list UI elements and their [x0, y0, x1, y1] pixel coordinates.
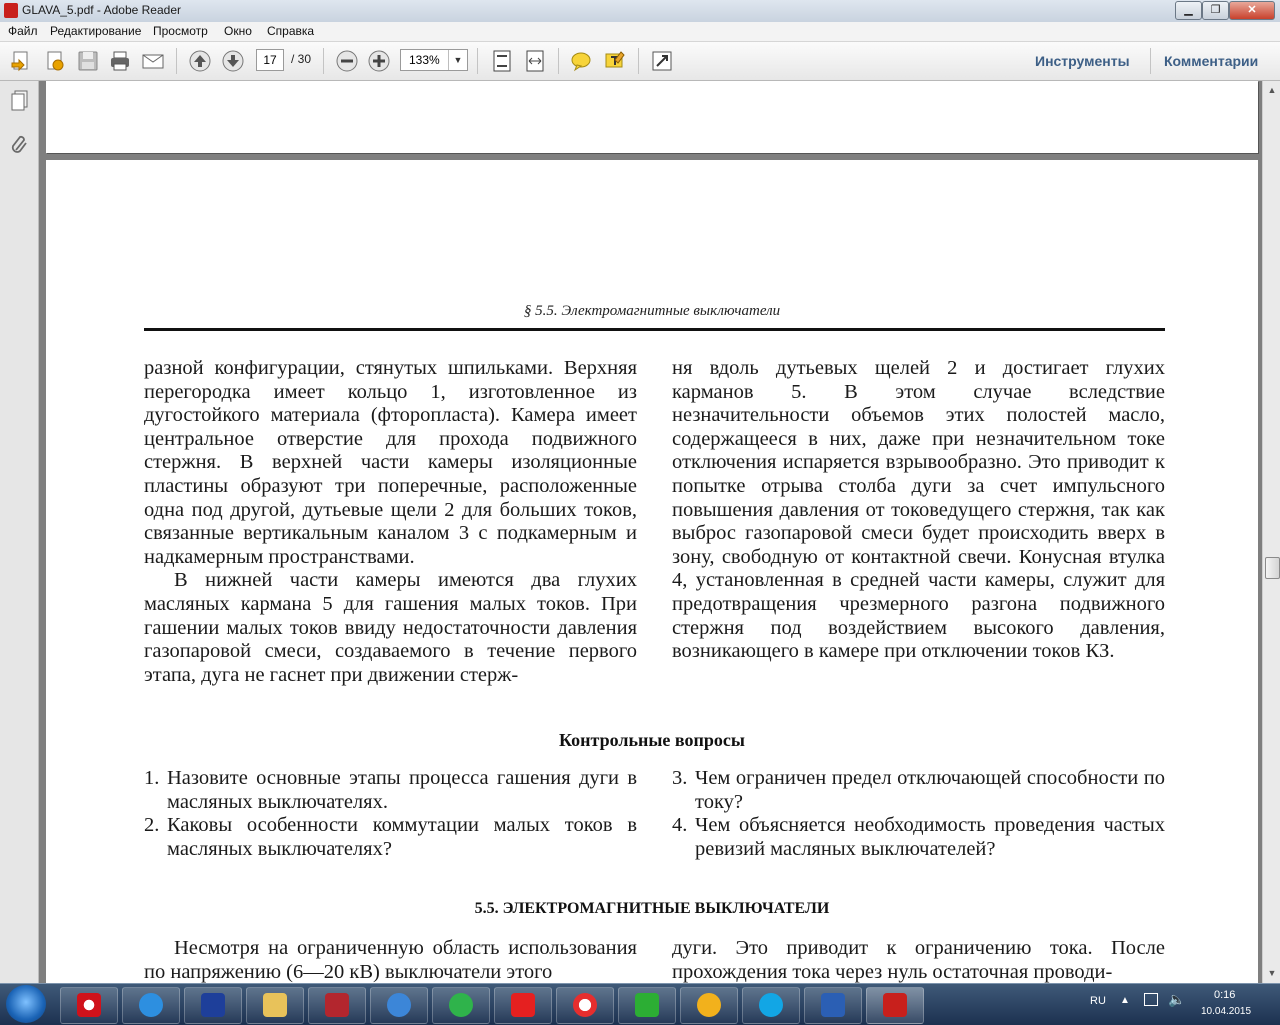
text-column-left-bottom [144, 937, 637, 984]
next-page-icon[interactable] [221, 49, 245, 73]
questions-list-right [672, 767, 1165, 861]
menu-window[interactable]: Окно [224, 24, 252, 38]
media-player-icon [387, 993, 411, 1017]
menu-edit[interactable]: Редактирование [50, 24, 142, 38]
scroll-down-arrow[interactable]: ▼ [1267, 968, 1277, 978]
scroll-up-arrow[interactable]: ▲ [1267, 85, 1277, 95]
question-text: Чем объясняется необходимость проведения частых ревизий масляных выключателей? [695, 814, 1165, 860]
autocad-icon [325, 993, 349, 1017]
question-text: Назовите основные этапы процесса гашения дуги в масляных выключателях. [167, 767, 637, 813]
word-icon [821, 993, 845, 1017]
taskbar-explorer[interactable] [246, 987, 304, 1024]
previous-page-icon[interactable] [188, 49, 212, 73]
tools-pane-link[interactable]: Инструменты [1035, 53, 1130, 69]
question-item [672, 767, 1165, 814]
close-button[interactable]: ✕ [1229, 1, 1275, 20]
volume-icon[interactable]: 🔈 [1168, 991, 1186, 1007]
taskbar-yandex-browser[interactable] [556, 987, 614, 1024]
taskbar-skype[interactable] [742, 987, 800, 1024]
taskbar-media[interactable] [370, 987, 428, 1024]
taskbar-adobe-reader[interactable] [866, 987, 924, 1024]
question-number: 4. [672, 814, 688, 837]
network-icon[interactable] [1144, 993, 1158, 1006]
zoom-in-icon[interactable] [367, 49, 391, 73]
toolbar-separator [176, 48, 177, 74]
language-indicator[interactable]: RU [1090, 995, 1106, 1007]
warning-icon [697, 993, 721, 1017]
taskbar-save-app[interactable] [184, 987, 242, 1024]
email-icon[interactable] [141, 49, 165, 73]
pdf-page [46, 160, 1258, 983]
internet-explorer-icon [139, 993, 163, 1017]
text-column-left [144, 357, 637, 687]
questions-list-left [144, 767, 637, 861]
window-title: GLAVA_5.pdf - Adobe Reader [22, 3, 181, 17]
page-thumbnails-icon[interactable] [9, 89, 31, 111]
running-header: § 5.5. Электромагнитные выключатели [523, 303, 781, 319]
restore-button[interactable]: ❐ [1202, 1, 1229, 20]
zoom-out-icon[interactable] [335, 49, 359, 73]
scrollbar-thumb[interactable] [1265, 557, 1280, 579]
questions-heading: Контрольные вопросы [559, 730, 745, 750]
create-pdf-icon[interactable] [9, 49, 33, 73]
taskbar-app-warning[interactable] [680, 987, 738, 1024]
vertical-scrollbar[interactable] [1262, 81, 1280, 983]
text-column-right-bottom [672, 937, 1165, 984]
comments-pane-link[interactable]: Комментарии [1164, 53, 1259, 69]
fit-width-icon[interactable] [523, 49, 547, 73]
taskbar-autocad[interactable] [308, 987, 366, 1024]
minimize-button[interactable]: ▁ [1175, 1, 1202, 20]
menu-bar [0, 22, 1280, 42]
adobe-reader-icon [4, 3, 18, 18]
attachments-icon[interactable] [9, 133, 31, 155]
menu-view[interactable]: Просмотр [153, 24, 208, 38]
expand-icon[interactable] [650, 49, 674, 73]
paragraph: Несмотря на ограниченную область использования по напряжению (6—20 кВ) выключатели этого [144, 937, 637, 983]
header-rule [144, 328, 1165, 331]
title-bar [0, 0, 1280, 23]
highlight-icon[interactable] [603, 49, 627, 73]
section-heading: 5.5. ЭЛЕКТРОМАГНИТНЫЕ ВЫКЛЮЧАТЕЛИ [474, 900, 830, 917]
yandex-icon [511, 993, 535, 1017]
page-number-input[interactable]: 17 [256, 49, 284, 71]
floppy-icon [201, 993, 225, 1017]
question-item [144, 767, 637, 814]
question-number: 2. [144, 814, 160, 837]
clock-time[interactable]: 0:16 [1214, 989, 1236, 1001]
question-number: 3. [672, 767, 688, 789]
question-text: Каковы особенности коммутации малых токов в масляных выключателях? [167, 814, 637, 860]
paragraph: В нижней части камеры имеются два глухих масляных кармана 5 для гашения малых токов. При гашении малых токов ввиду недостаточности давления газопаровой смеси, создаваемого в течение первого этапа, дуга не гаснет при движении стерж- [144, 569, 637, 686]
taskbar-opera[interactable] [60, 987, 118, 1024]
question-item [672, 814, 1165, 861]
clock-date[interactable]: 10.04.2015 [1201, 1006, 1252, 1017]
folder-icon [263, 993, 287, 1017]
fit-page-icon[interactable] [490, 49, 514, 73]
open-file-icon[interactable] [43, 49, 67, 73]
toolbar-separator [1150, 48, 1151, 74]
zoom-select[interactable] [400, 49, 468, 71]
toolbar-separator [477, 48, 478, 74]
paragraph: ня вдоль дутьевых щелей 2 и достигает глухих карманов 5. В этом случае вследствие незначительности объемов этих полостей масло, содержащееся в них, даже при незначительном токе отключения испаряется взрывообразно. Это приводит к попытке отрыва столба дуги за счет импульсного повышения давления от токоведущего стержня, так как выброс газопаровой смеси будет происходить вверх в зону, свободную от контактной свечи. Конусная втулка 4, установленная в средней части камеры, служит для предотвращения чрезмерного разгона подвижного стержня под воздействием высокого давления, возникающего в камере при отключении токов КЗ. [672, 357, 1165, 663]
print-icon[interactable] [108, 49, 132, 73]
toolbar-separator [558, 48, 559, 74]
save-icon[interactable] [76, 49, 100, 73]
page-total: / 30 [291, 52, 312, 66]
text-column-right [672, 357, 1165, 664]
question-text: Чем ограничен предел отключающей способности по току? [695, 767, 1165, 813]
taskbar-word[interactable] [804, 987, 862, 1024]
taskbar-ie[interactable] [122, 987, 180, 1024]
pdf-page-previous [46, 81, 1258, 153]
adobe-reader-icon [883, 993, 907, 1017]
zoom-value: 133% [409, 53, 440, 67]
taskbar-yandex[interactable] [494, 987, 552, 1024]
menu-help[interactable]: Справка [267, 24, 315, 38]
skype-icon [759, 993, 783, 1017]
mail-agent-icon [449, 993, 473, 1017]
menu-file[interactable]: Файл [8, 24, 38, 38]
paragraph: разной конфигурации, стянутых шпильками. Верхняя перегородка имеет кольцо 1, изготовленное из дугостойкого материала (фторопласта). Камера имеет центральное отверстие для прохода подвижного стержня. В верхней части камеры изоляционные пластины образуют три поперечные, расположенные одна под другой, дутьевые щели 2 для больших токов, связанные вертикальным каналом 3 с подкамерным и надкамерным пространствами. [144, 357, 637, 568]
toolbar-separator [638, 48, 639, 74]
chevron-down-icon[interactable]: ▼ [448, 50, 467, 70]
toolbar-separator [323, 48, 324, 74]
letter-a-icon [635, 993, 659, 1017]
question-item [144, 814, 637, 861]
taskbar-app-a[interactable] [618, 987, 676, 1024]
opera-icon [77, 993, 101, 1017]
paragraph: дуги. Это приводит к ограничению тока. После прохождения тока через нуль остаточная проводи- [672, 937, 1165, 983]
question-number: 1. [144, 767, 160, 789]
navigation-pane [0, 81, 39, 983]
taskbar-mail-agent[interactable] [432, 987, 490, 1024]
start-button[interactable] [6, 985, 46, 1023]
yandex-browser-icon [573, 993, 597, 1017]
taskbar [0, 983, 1280, 1025]
show-hidden-icons-icon[interactable]: ▲ [1120, 995, 1130, 1006]
comment-icon[interactable] [569, 49, 593, 73]
